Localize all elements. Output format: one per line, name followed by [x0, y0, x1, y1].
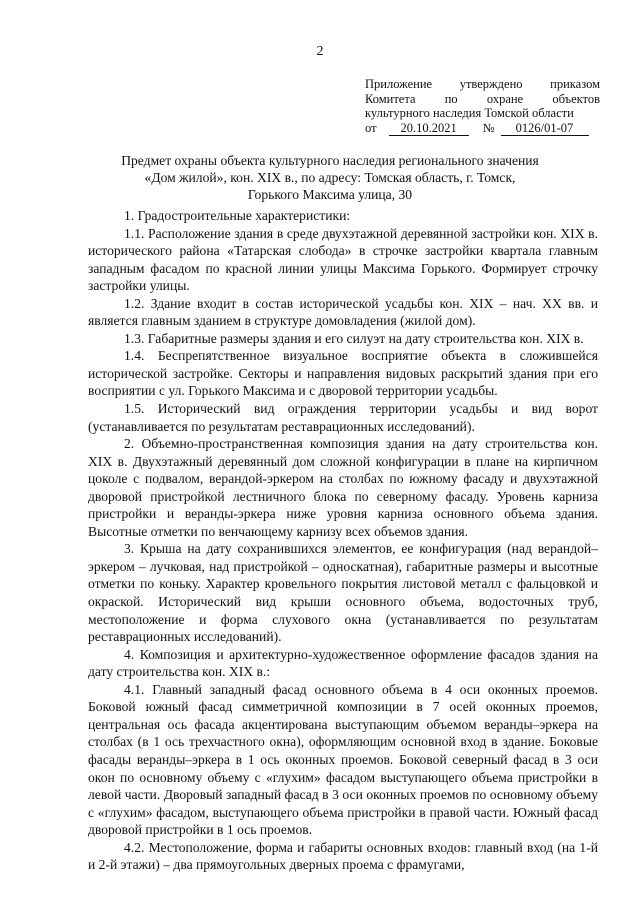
order-number: 0126/01-07: [501, 122, 589, 136]
paragraph: 1. Градостроительные характеристики:: [124, 208, 351, 223]
appendix-date-row: [365, 121, 600, 136]
approval-stamp-block: [365, 77, 600, 136]
paragraph: 4. Композиция и архитектурно-художественное оформление фасадов здания на дату строительства кон. XIX в.:: [88, 646, 598, 680]
paragraph: 1.5. Исторический вид ограждения территории усадьбы и вид ворот (устанавливается по результатам реставрационных исследований).: [88, 401, 598, 434]
title-line-3: Горького Максима улица, 30: [247, 187, 413, 202]
document-title: [60, 152, 600, 203]
paragraph: 4.1. Главный западный фасад основного объема в 4 оси оконных проемов. Боковой южный фасад симметричной композиции в 7 осей оконных проемов, центральная ось фасада акцентирована выступающим объемом веранды–эркера на столбах (в 1 ось трехчастного окна), оформляющим основной вход в здание. Боковые фасады веранды–эркера в 1 ось оконных проемов. Боковой северный фасад в 3 оси окон по основному объему с «глухим» фасадом выступающего объема пристройки в левой части. Дворовый западный фасад в 3 оси оконных проемов по основному объему с «глухим» фасадом, выступающего объема пристройки в правой части. Южный фасад дворовой пристройки в 1 ось проемов.: [88, 681, 598, 838]
number-label: №: [482, 120, 495, 135]
title-line-2: «Дом жилой», кон. XIX в., по адресу: Томская область, г. Томск,: [144, 170, 516, 185]
paragraph: 1.1. Расположение здания в среде двухэтажной деревянной застройки кон. XIX в. исторического района «Татарская слобода» в строчке застройки квартала главным западным фасадом по красной линии улицы Максима Горького. Формирует строчку застройки улицы.: [88, 225, 598, 294]
from-label: от: [365, 120, 377, 135]
appendix-line-3: культурного наследия Томской области: [365, 106, 574, 120]
paragraph: 1.2. Здание входит в состав исторической усадьбы кон. XIX – нач. XX вв. и является главным зданием в структуре домовладения (жилой дом).: [88, 295, 598, 329]
appendix-line-1: Приложение утверждено приказом: [365, 77, 600, 91]
paragraph: 2. Объемно-пространственная композиция здания на дату строительства кон. XIX в. Двухэтажный деревянный дом сложной конфигурации в плане на кирпичном цоколе с подвалом, верандой-эркером на столбах по южному фасаду и двухэтажной дворовой пристройкой лестничного блока по северному фасаду. Уровень карниза пристройки и веранды-эркера ниже уровня карниза основного объема здания. Высотные отметки по венчающему карнизу всех объемов здания.: [88, 436, 598, 539]
paragraph: 4.2. Местоположение, форма и габариты основных входов: главный вход (на 1-й и 2-й этажи) – два прямоугольных дверных проема с фрамугами,: [88, 839, 598, 873]
paragraph: 1.3. Габаритные размеры здания и его силуэт на дату строительства кон. XIX в.: [124, 330, 584, 346]
paragraph: 1.4. Беспрепятственное визуальное восприятие объекта в сложившейся исторической застройке. Секторы и направления видовых раскрытий здания при его восприятии с ул. Горького Максима и с дворовой территории усадьбы.: [88, 348, 598, 399]
order-date: 20.10.2021: [389, 122, 469, 136]
paragraph: 3. Крыша на дату сохранившихся элементов, ее конфигурация (над верандой–эркером – лучковая, над пристройкой – односкатная), габаритные размеры и высотные отметки по коньку. Характер кровельного покрытия листовой металл с фальцовкой и окраской. Исторический вид крыши основного объема, водосточных труб, местоположение и форма слухового окна (устанавливается по результатам реставрационных исследований).: [88, 541, 598, 645]
title-line-1: Предмет охраны объекта культурного наследия регионального значения: [121, 153, 539, 168]
appendix-line-2: Комитета по охране объектов: [365, 91, 600, 106]
document-body: [88, 207, 598, 874]
page-number: 2: [316, 44, 324, 59]
